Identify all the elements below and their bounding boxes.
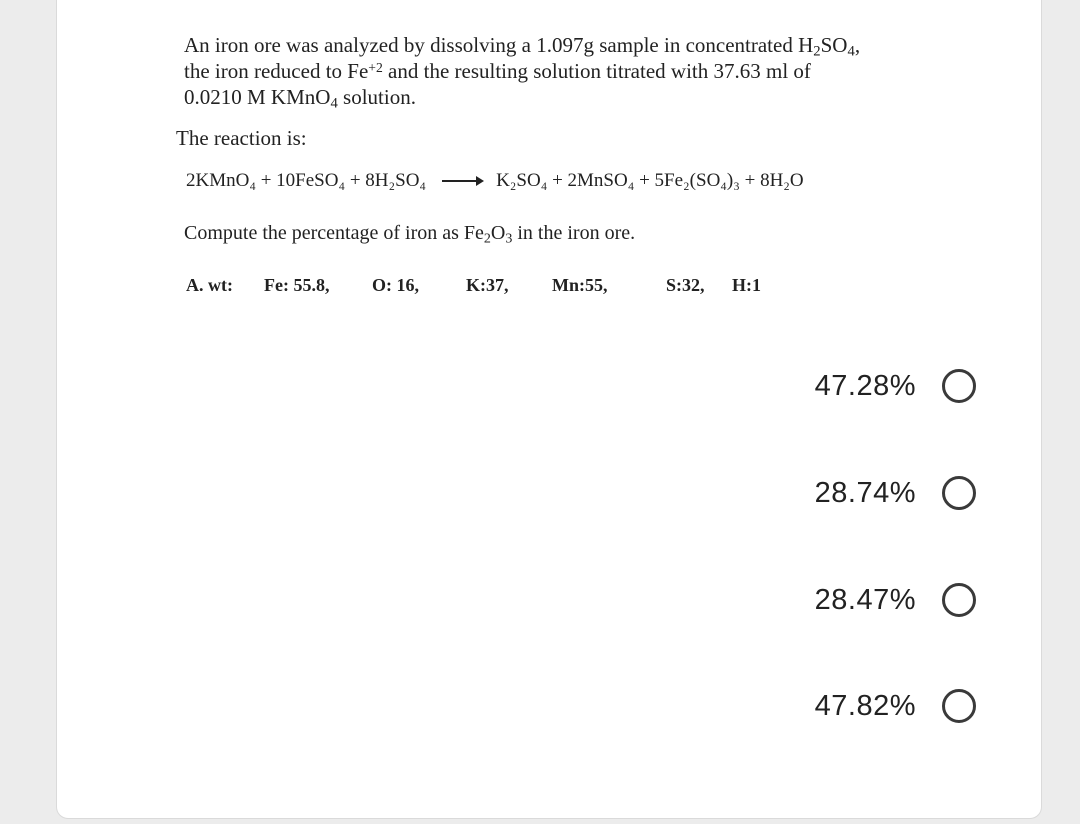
atomic-weight-fe: Fe: 55.8,	[264, 275, 330, 295]
reaction-arrow-icon	[442, 180, 482, 182]
question-line-2-text: and the resulting solution titrated with 37.63 ml of	[382, 59, 811, 83]
compute-instruction	[184, 222, 635, 245]
atomic-weight-mn: Mn:55,	[552, 275, 608, 295]
equation-reactants: 2KMnO₄ + 10FeSO₄ + 8H₂SO₄	[186, 170, 427, 191]
answer-option-label: 28.47%	[814, 583, 916, 616]
superscript: +2	[368, 59, 383, 75]
question-text	[184, 32, 964, 110]
question-line-3-text: solution.	[337, 85, 416, 109]
question-line-3	[184, 84, 964, 110]
subscript: 3	[505, 231, 513, 247]
subscript: 4	[330, 95, 338, 112]
answer-option-label: 28.74%	[814, 476, 916, 509]
question-line-2-text: the iron reduced to Fe	[184, 59, 369, 83]
question-line-1-text: ,	[854, 33, 861, 57]
answer-option-label: 47.82%	[814, 689, 916, 722]
answer-option[interactable]	[815, 570, 976, 630]
atomic-weight-k: K:37,	[466, 275, 509, 295]
radio-button-icon[interactable]	[942, 583, 976, 617]
answer-option[interactable]	[815, 676, 976, 736]
answer-option[interactable]	[815, 356, 976, 416]
radio-button-icon[interactable]	[942, 369, 976, 403]
question-line-1-text: An iron ore was analyzed by dissolving a 1.097g sample in concentrated H	[184, 33, 814, 57]
subscript: 2	[483, 231, 491, 247]
atomic-weights-label: A. wt:	[186, 275, 233, 295]
answer-option[interactable]	[815, 463, 976, 523]
question-line-2	[184, 58, 964, 84]
reaction-equation	[186, 170, 804, 192]
reaction-label: The reaction is:	[176, 126, 307, 150]
question-line-1	[184, 32, 964, 58]
compute-text: O	[490, 222, 506, 244]
subscript: 4	[847, 43, 855, 60]
question-line-1-text: SO	[820, 33, 848, 57]
radio-button-icon[interactable]	[942, 689, 976, 723]
question-line-3-text: 0.0210 M KMnO	[184, 85, 331, 109]
radio-button-icon[interactable]	[942, 476, 976, 510]
compute-text: in the iron ore.	[512, 222, 636, 244]
subscript: 2	[813, 43, 821, 60]
atomic-weight-o: O: 16,	[372, 275, 419, 295]
compute-text: Compute the percentage of iron as Fe	[184, 222, 484, 244]
atomic-weight-h: H:1	[732, 275, 761, 295]
atomic-weights	[186, 275, 761, 296]
atomic-weight-s: S:32,	[666, 275, 705, 295]
answer-option-label: 47.28%	[814, 369, 916, 402]
equation-products: K₂SO₄ + 2MnSO₄ + 5Fe₂(SO₄)₃ + 8H₂O	[496, 170, 804, 191]
